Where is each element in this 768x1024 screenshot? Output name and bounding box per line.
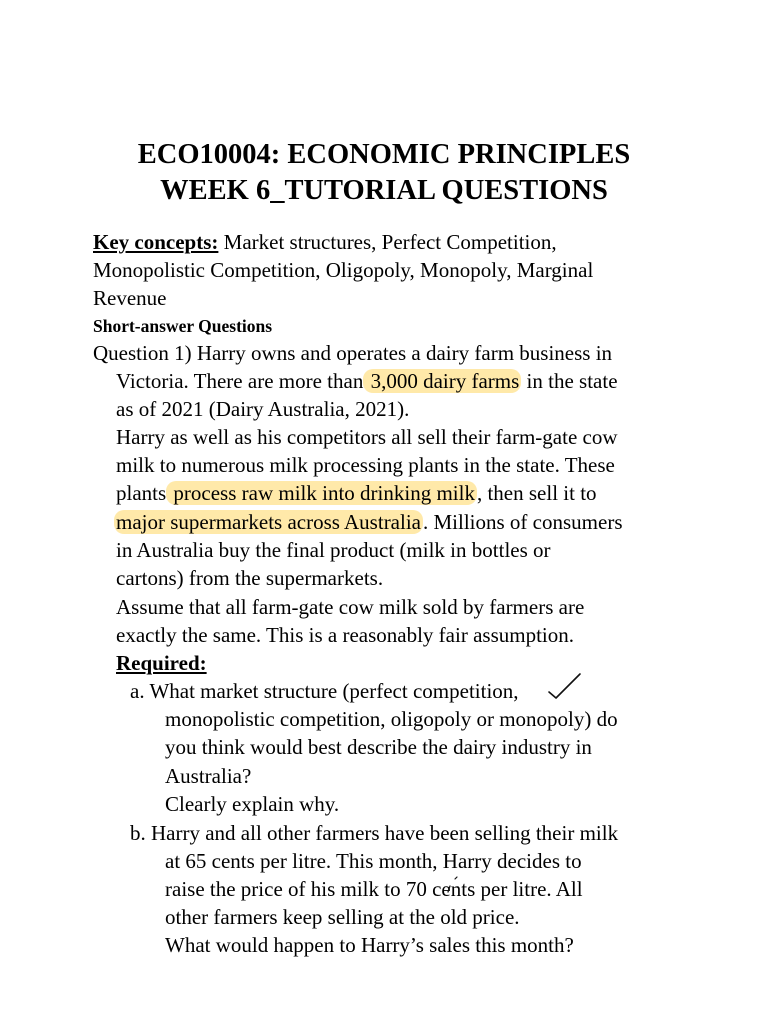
title-line-1: ECO10004: ECONOMIC PRINCIPLES — [137, 139, 631, 170]
q1-line-6 — [116, 479, 597, 507]
q1-line-5: milk to numerous milk processing plants in the state. These — [116, 453, 615, 477]
short-answer-heading: Short-answer Questions — [93, 316, 273, 336]
qb-line-4: other farmers keep selling at the old price. — [165, 905, 520, 929]
key-concepts-text: Market structures, Perfect Competition, — [218, 230, 557, 254]
key-concepts-line-3: Revenue — [93, 286, 167, 310]
key-concepts-label: Key concepts: — [93, 230, 219, 254]
qa-line-3: you think would best describe the dairy industry in — [165, 735, 592, 759]
q1-line-1: Question 1) Harry owns and operates a dairy farm business in — [93, 341, 613, 365]
q1-line-7 — [114, 508, 623, 536]
handwritten-tick-icon — [546, 670, 586, 700]
qb-line-5: What would happen to Harry’s sales this month? — [165, 933, 574, 957]
key-concepts-line-1 — [93, 228, 557, 256]
qa-line-1: a. What market structure (perfect competition, — [130, 679, 519, 703]
qa-line-2: monopolistic competition, oligopoly or monopoly) do — [165, 707, 618, 731]
q1-line-2-text: Victoria. There are more than — [116, 369, 364, 393]
q1-line-4: Harry as well as his competitors all sell their farm-gate cow — [116, 425, 618, 449]
q1-line-3: as of 2021 (Dairy Australia, 2021). — [116, 397, 410, 421]
q1-line-11: exactly the same. This is a reasonably fair assumption. — [116, 623, 574, 647]
highlight-supermarkets: major supermarkets across Australia — [116, 510, 421, 534]
handwritten-mark-icon — [444, 876, 464, 896]
q1-line-9: cartons) from the supermarkets. — [116, 566, 384, 590]
highlight-dairy-farms: 3,000 dairy farms — [365, 369, 520, 393]
q1-line-2-end: in the state — [521, 369, 618, 393]
qb-line-2: at 65 cents per litre. This month, Harry decides to — [165, 849, 582, 873]
q1-line-6-text: plants — [116, 481, 167, 505]
qa-line-4: Australia? — [165, 764, 252, 788]
q1-line-8: in Australia buy the final product (milk in bottles or — [116, 538, 551, 562]
qa-line-5: Clearly explain why. — [165, 792, 340, 816]
required-line — [116, 649, 207, 677]
qb-line-3: raise the price of his milk to 70 cents per litre. All — [165, 877, 583, 901]
required-label: Required: — [116, 651, 207, 675]
q1-line-2 — [116, 367, 618, 395]
qb-line-1: b. Harry and all other farmers have been selling their milk — [130, 821, 619, 845]
title-line-2: WEEK 6_TUTORIAL QUESTIONS — [160, 175, 608, 206]
q1-line-6-end: , then sell it to — [476, 481, 597, 505]
q1-line-7-end: . Millions of consumers — [423, 510, 623, 534]
key-concepts-line-2: Monopolistic Competition, Oligopoly, Monopoly, Marginal — [93, 258, 594, 282]
highlight-process-milk: process raw milk into drinking milk — [168, 481, 475, 505]
q1-line-10: Assume that all farm-gate cow milk sold by farmers are — [116, 595, 585, 619]
